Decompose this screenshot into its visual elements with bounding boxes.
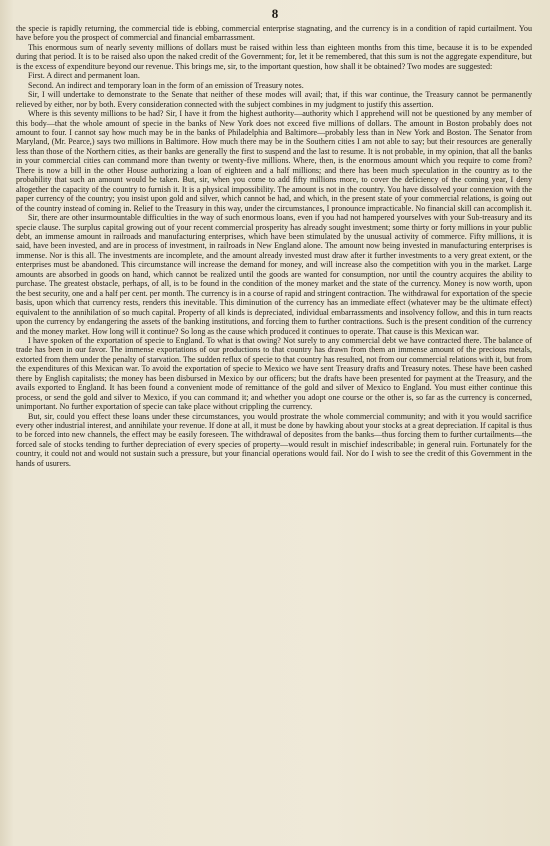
paragraph: First. A direct and permanent loan. [28,71,140,81]
body-text [16,24,532,468]
paragraph: Sir, I will undertake to demonstrate to the Senate that neither of these modes will avail; that, if this war continue, the Treasury cannot be permanently relieved by either, nor by both. Every consideration connected with the subject combines in my judgment to justify this assertion. [16,90,532,109]
page-number: 8 [271,6,279,21]
paragraph: Second. An indirect and temporary loan in the form of an emission of Treasury notes. [28,80,304,90]
paragraph: Where is this seventy millions to be had? Sir, I have it from the highest authority—authority which I apprehend will not be questioned by any member of this body—that the whole amount of specie in the banks of New York does not exceed five millions of dollars. The amount in Boston probably does not amount to four. I cannot say how much may be in the banks of Philadelphia and Baltimore—probably less than in New York and Boston. The Senator from Maryland, (Mr. Pearce,) says two millions in Baltimore. How much there may be in the Southern cities I am not able to say; but their resources are generally less than those of the Northern cities, as their banks are generally the first to suspend and the last to resume. It is not probable, in my opinion, that all the banks in your commercial cities can command more than twenty or twenty-five millions. Where, then, is the enormous amount which you require to come from? There is now a bill in the other House authorizing a loan of eighteen and a half millions; and there has been much speculation in the country as to the probability that such an amount would be taken. But, sir, when you come to add fifty millions more, to cover the deficiency of the coming year, I deny altogether the capacity of the country to furnish it. It is a physical impossibility. The amount is not in the country. You have dissolved your connexion with the paper currency of the country; you insist upon gold and silver, which cannot be had, and which, in the present state of your commercial relations, is going out of the country instead of coming in. Relief to the Treasury in this way, under the circumstances, I pronounce impracticable. No financial skill can accomplish it. [16,109,532,213]
paragraph: Sir, there are other insurmountable difficulties in the way of such enormous loans, even if you had not hampered yourselves with your Sub-treasury and its specie clause. The surplus capital growing out of your recent commercial prosperity has already sought investment; some thirty or forty millions in your public debt, an immense amount in railroads and manufacturing enterprises, which have been stimulated by the unusual activity of commerce. Fifty millions, it is said, have been invested, and are in process of investment, in railroads in New England alone. The amount now being invested in manufacturing enterprises is immense. Nor is this all. The investments are incomplete, and the amount already invested must draw after it further investments to a very great extent, or the enterprises must be abandoned. This circumstance will increase the demand for money, and will increase also the competition with you in the market. Large amounts are absorbed in goods on hand, which cannot be realized until the goods are wanted for consumption, nor until the country acquires the ability to purchase. The greatest obstacle, perhaps, of all, is to be found in the condition of the money market and the state of the currency. Money is now worth, upon the best security, one and a half per cent. per month. The currency is in a course of rapid and stringent contraction. The withdrawal for exportation of the specie basis, upon which that currency rests, renders this inevitable. This diminution of the currency has an immediate effect (whatever may be the ultimate effect) equivalent to the annihilation of so much capital. Property of all kinds is depreciated, individual embarrassments and insolvency follow, and this in turn reacts upon the currency by endangering the assets of the banking institutions, and forcing them to further contractions. Such is the present condition of the currency and the money market. How long will it continue? So long as the cause which produced it continues to operate. That cause is this Mexican war. [16,213,532,336]
paragraph: the specie is rapidly returning, the commercial tide is ebbing, commercial enterprise stagnating, and the currency is in a condition of rapid curtailment. You have before you the prospect of commercial and financial embarrassment. [16,24,532,43]
paragraph: This enormous sum of nearly seventy millions of dollars must be raised within less than eighteen months from this time, because it is to be expended during that period. It is to be raised also upon the naked credit of the Government; for, let it be remembered, that this sum is not the aggregate expenditure, but is the excess of expenditure beyond our revenue. This brings me, sir, to the important question, how shall it be obtained? Two modes are suggested: [16,42,532,71]
paragraph: But, sir, could you effect these loans under these circumstances, you would prostrate the whole commercial community; and with it you would sacrifice every other industrial interest, and annihilate your revenue. If done at all, it must be done by hawking about your stocks at a great depreciation. If capital is thus to be forced into new channels, the effect may be easily foreseen. The withdrawal of deposites from the banks—thus forcing them to further curtailments—the forced sale of stocks tending to further depreciation of every species of property—would result in mischief indescribable; in general ruin. Fortunately for the country, it could not and would not sustain such a pressure, but your financial operations would fail. Nor do I wish to see the credit of this Government in the hands of usurers. [16,411,532,468]
paragraph: I have spoken of the exportation of specie to England. To what is that owing? Not surely to any commercial debt we have contracted there. The balance of trade has been in our favor. The immense exportations of our productions to that country has drawn from them an immense amount of the precious metals, extorted from them under the penalty of starvation. The sudden reflux of specie to that country has resulted, not from our commercial relations with it, but from the expenditures of this Mexican war. To avoid the exportation of specie to Mexico we have sent Treasury drafts and Treasury notes. These have been cashed there by English capitalists; the money has been disbursed in Mexico by our officers; but the drafts have been presented for payment at the Treasury, and the avails exported to England. It has been found a convenient mode of remittance of the gold and silver of Mexico to England. You must either continue this process, or send the gold and silver to Mexico, if you can command it; and whether you adopt one course or the other is, so far as the currency is concerned, unimportant. No further exportation of specie can take place without crippling the currency. [16,335,532,412]
